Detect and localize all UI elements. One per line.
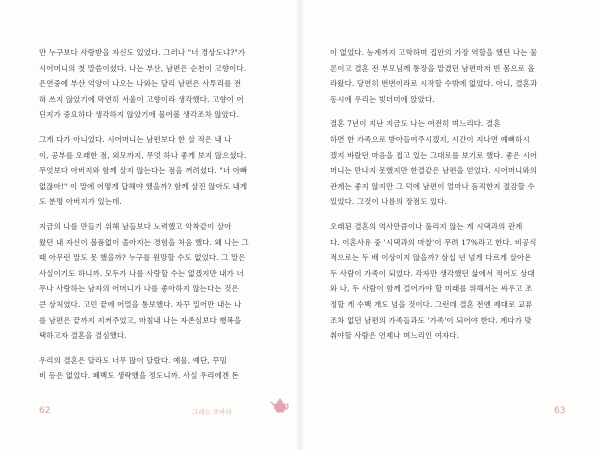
paragraph <box>39 132 271 210</box>
paragraph-gap <box>330 107 562 116</box>
text-line: 무엇보다 아버지와 함께 살지 않는다는 점을 꺼려셨다. "너 아빠 <box>39 166 248 176</box>
paragraph <box>39 353 271 384</box>
text-line: 오래된 결혼의 역사만큼이나 풀리지 않는 게 시댁과의 관계 <box>330 221 523 231</box>
text-line: 이 없었다. 능계까지 고학하며 집안의 가장 역할을 했던 나는 물 <box>330 48 538 57</box>
text-line: 정할 게 수백 개도 넘을 것이다. 그런데 결혼 전엔 제대로 교류 <box>330 299 533 309</box>
paragraph <box>330 219 562 344</box>
text-line: 혀 쓰지 않았기에 막연히 서울이 고향이라 생각했다. 고향이 어 <box>39 94 244 104</box>
paragraph <box>39 45 271 123</box>
right-body-text <box>330 45 562 344</box>
page-number-right: 63 <box>554 406 566 416</box>
text-line: 도 분명 아버지가 있는데. <box>39 197 122 207</box>
text-line: 있었다. 그것이 나름의 장점도 있다. <box>330 197 448 207</box>
text-line: 결혼 7년이 지난 지금도 나는 여전히 며느리다. 결혼 <box>330 119 501 129</box>
text-line: 은연중에 부산 억양이 나오는 나와는 달리 남편은 사투리를 전 <box>39 79 242 89</box>
text-line: 이, 공부를 오래한 점, 외모까지, 무엇 하나 좋게 보지 않으셨다. <box>39 150 247 160</box>
paragraph <box>330 45 562 107</box>
text-line: 그게 다가 아니었다. 시어머니는 남편보다 한 살 적은 내 나 <box>39 134 232 144</box>
page-number-left: 62 <box>39 406 51 416</box>
paragraph-gap <box>330 210 562 219</box>
right-page <box>300 0 600 450</box>
text-line: 하면 한 가족으로 받아들여주시겠지, 시간이 지나면 예뻐하시 <box>330 134 530 144</box>
text-line: 시어머니의 첫 말씀이셨다. 나는 부산, 남편은 순천이 고향이다. <box>39 63 247 73</box>
text-line: 를 남편은 끝까지 지켜주었고, 마침내 나는 자존심보다 행복을 <box>39 315 242 325</box>
text-line: 동시에 우리는 빚더미에 앉았다. <box>330 94 435 104</box>
text-line: 사실이기도 하니까. 모두가 나를 사랑할 수는 없겠지만 내가 너 <box>39 268 244 278</box>
text-line: 라왔다. 당연히 번번이라로 시작할 수밖에 없었다. 아니, 결혼과 <box>330 79 538 89</box>
text-line: 와 나, 두 사람이 함께 걸어가야 할 미래를 위해서는 싸우고 조 <box>330 284 533 294</box>
text-line: 없잖아!" 이 말에 어떻게 답해야 했을까? 함께 살진 않아도 내게 <box>39 181 248 191</box>
text-line: 론이고 결혼 전 부모님께 통장을 맡겼던 남편마저 빈 몸으로 올 <box>330 63 535 73</box>
paragraph <box>39 219 271 344</box>
paragraph-gap <box>39 344 271 353</box>
text-line: 딘지가 중요하다 생각하지 않았기에 물어볼 생각조차 않았다. <box>39 110 239 120</box>
teapot-icon <box>269 396 291 414</box>
paragraph <box>330 116 562 210</box>
text-line: 무나 사랑하는 남자의 어머니가 나를 좋아하지 않는다는 것은 <box>39 284 239 294</box>
text-line: 다. 이혼사유 중 '시댁과의 마찰'이 무려 17%라고 한다. 비공식 <box>330 237 537 247</box>
text-line: 적으로는 두 배 이상이지 않을까? 삼십 년 넘게 다르게 살아온 <box>330 253 532 263</box>
paragraph-gap <box>39 123 271 132</box>
text-line: 지금의 나를 만들기 위해 남들보다 노력했고 악착같이 살아 <box>39 221 232 231</box>
text-line: 택하고자 결혼을 결심했다. <box>39 331 127 341</box>
paragraph-gap <box>39 210 271 219</box>
text-line: 조차 없던 남편의 가족들과도 '가족'이 되어야 한다. 계다가 맞 <box>330 315 532 325</box>
running-head: 그래는 또바라 <box>192 408 232 416</box>
text-line: 머니는 만나지 못했지만 한결같은 남편을 얻었다. 시어머니와의 <box>330 166 538 176</box>
text-line: 왔던 내 자신이 볼품없이 졸아지는 경험을 처음 했다. 왜 나는 그 <box>39 237 249 247</box>
text-line: 비 등은 없었다. 폐백도 생략했을 정도니까. 사실 우리에겐 돈 <box>39 371 239 381</box>
text-line: 겠지 바랐던 마음을 접고 있는 그대로를 보기로 했다. 좋은 시어 <box>330 150 538 160</box>
text-line: 만 누구보다 사랑받을 자신도 있었다. 그러나 "너 경상도냐?"가 <box>39 48 246 57</box>
text-line: 두 사람이 가족이 되었다. 각자만 생각했던 삶에서 적어도 상대 <box>330 268 535 278</box>
text-line: 우리의 결혼은 달라도 너무 많이 달랐다. 예물, 예단, 꾸밈 <box>39 355 227 365</box>
text-line: 큰 상처였다. 고민 끝에 어멀을 통보했다. 자꾸 밀어만 내는 나 <box>39 299 242 309</box>
left-body-text <box>39 45 271 384</box>
text-line: 관계는 좋지 않지만 그 덕에 남편이 얼마나 듬직한지 절감할 수 <box>330 181 535 191</box>
text-line: 춰야할 사람은 언제나 며느리인 여자다. <box>330 331 460 341</box>
text-line: 때 아무런 말도 못 했을까? 누구를 원망할 수도 없었다. 그 말은 <box>39 253 246 263</box>
